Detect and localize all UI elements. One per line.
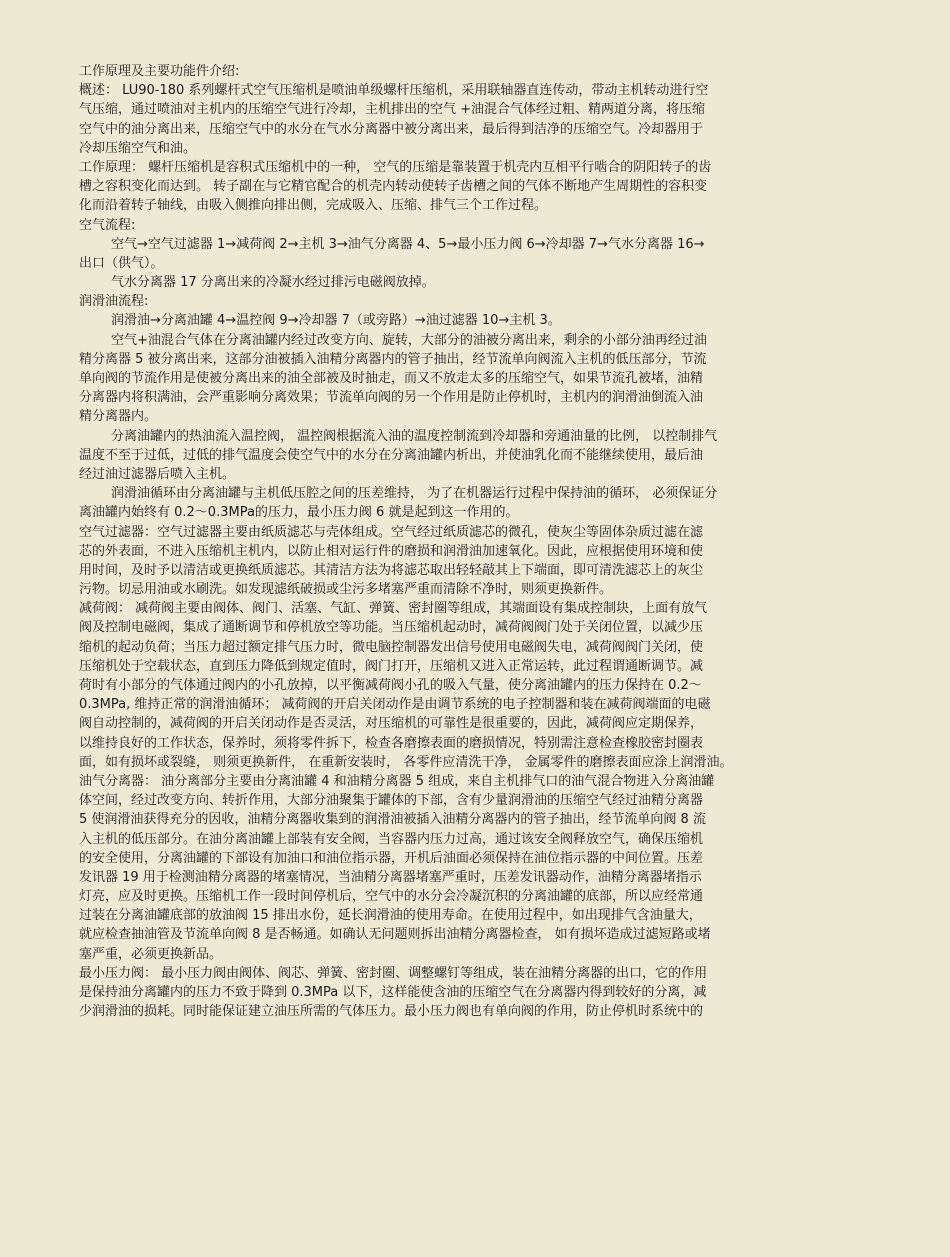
text-line: 分离器内将积满油，会严重影响分离效果；节流单向阀的另一个作用是防止停机时，主机内的润滑油倒流入油 xyxy=(79,390,704,406)
text-line: 精分离器 5 被分离出来，这部分油被插入油精分离器内的管子抽出，经节流单向阀流入主机的低压部分，节流 xyxy=(79,351,707,367)
text-line: 压缩机处于空载状态，直到压力降低到规定值时，阀门打开，压缩机又进入正常运转，此过程谓通断调节。减 xyxy=(79,658,704,674)
text-line: 空气+油混合气体在分离油罐内经过改变方向、旋转，大部分的油被分离出来，剩余的小部分油再经过油 xyxy=(111,332,707,348)
text-line: 的安全使用，分离油罐的下部设有加油口和油位指示器，开机后油面必须保持在油位指示器的中间位置。压差 xyxy=(79,850,704,866)
text-line: 0.3MPa, 维持正常的润滑油循环； 减荷阀的开启关闭动作是由调节系统的电子控制器和装在减荷阀端面的电磁 xyxy=(79,697,711,713)
text-line: 油气分离器： 油分离部分主要由分离油罐 4 和油精分离器 5 组成，来自主机排气口的油气混合物进入分离油罐 xyxy=(79,773,715,789)
text-line: 灯亮，应及时更换。压缩机工作一段时间停机后，空气中的水分会冷凝沉积的分离油罐的底部，所以应经常通 xyxy=(79,889,704,905)
text-line: 最小压力阀： 最小压力阀由阀体、阀芯、弹簧、密封圈、调整螺钉等组成，装在油精分离器的出口，它的作用 xyxy=(79,965,708,981)
text-line: 荷时有小部分的气体通过阀内的小孔放掉，以平衡减荷阀小孔的吸入气量，使分离油罐内的压力保持在 0.2～ xyxy=(79,678,702,693)
text-line: 出口（供气）。 xyxy=(79,255,164,271)
text-line: 气水分离器 17 分离出来的冷凝水经过排污电磁阀放掉。 xyxy=(111,275,435,291)
text-line: 润滑油循环由分离油罐与主机低压腔之间的压差维持， 为了在机器运行过程中保持油的循环， 必须保证分 xyxy=(111,486,718,502)
text-line: 化而沿着转子轴线，由吸入侧推向排出侧，完成吸入、压缩、排气三个工作过程。 xyxy=(79,198,548,214)
text-line: 单向阀的节流作用是使被分离出来的油全部被及时抽走，而又不放走太多的压缩空气，如果节流孔被堵，油精 xyxy=(79,371,704,386)
text-line: 面，如有损坏或裂缝， 则须更换新件， 在重新安装时， 各零件应清洗干净， 金属零件的磨擦表面应涂上润滑油。 xyxy=(79,754,733,770)
text-line: 温度不至于过低，过低的排气温度会使空气中的水分在分离油罐内析出，并使油乳化而不能继续使用，最后油 xyxy=(79,447,704,463)
text-line: 分离油罐内的热油流入温控阀， 温控阀根据流入油的温度控制流到冷却器和旁通油量的比例， 以控制排气 xyxy=(111,428,718,444)
text-line: 是保持油分离罐内的压力不致于降到 0.3MPa 以下，这样能使含油的压缩空气在分离器内得到较好的分离，减 xyxy=(79,985,707,1000)
text-line: 空气过滤器：空气过滤器主要由纸质滤芯与壳体组成。空气经过纸质滤芯的微孔，使灰尘等固体杂质过滤在滤 xyxy=(79,524,704,540)
text-line: 污物。切忌用油或水刷洗。如发现滤纸破损或尘污多堵塞严重而清除不净时，则须更换新件。 xyxy=(79,582,613,598)
text-line: 离油罐内始终有 0.2～0.3MPa的压力，最小压力阀 6 就是起到这一作用的。 xyxy=(79,505,519,521)
text-line: 空气流程: xyxy=(79,217,136,233)
text-line: 空气→空气过滤器 1→减荷阀 2→主机 3→油气分离器 4、5→最小压力阀 6→冷却器 7→气水分离器 16→ xyxy=(111,236,705,252)
text-line: 少润滑油的损耗。同时能保证建立油压所需的气体压力。最小压力阀也有单向阀的作用，防止停机时系统中的 xyxy=(79,1004,704,1020)
text-line: 阀及控制电磁阀，集成了通断调节和停机放空等功能。当压缩机起动时，减荷阀阀门处于关闭位置，以减少压 xyxy=(79,620,704,636)
text-line: 过装在分离油罐底部的放油阀 15 排出水份，延长润滑油的使用寿命。在使用过程中，如出现排气含油量大， xyxy=(79,908,702,924)
text-line: 槽之容积变化而达到。 转子副在与它精官配合的机壳内转动使转子齿槽之间的气体不断地产生周期性的容积变 xyxy=(79,179,708,195)
text-line: 空气中的油分离出来，压缩空气中的水分在气水分离器中被分离出来，最后得到洁净的压缩空气。冷却器用于 xyxy=(79,121,704,137)
text-line: 冷却压缩空气和油。 xyxy=(79,140,197,156)
text-line: 经过油过滤器后喷入主机。 xyxy=(79,466,236,482)
text-line: 体空间，经过改变方向、转折作用，大部分油聚集于罐体的下部，含有少量润滑油的压缩空气经过油精分离器 xyxy=(79,793,704,809)
text-line: 精分离器内。 xyxy=(79,409,158,425)
text-line: 发讯器 19 用于检测油精分离器的堵塞情况，当油精分离器堵塞严重时，压差发讯器动作，油精分离器堵指示 xyxy=(79,869,702,885)
text-line: 就应检查抽油管及节流单向阀 8 是否畅通。如确认无问题则拆出油精分离器检查， 如有损坏造成过滤短路或堵 xyxy=(79,927,711,943)
text-line: 润滑油流程: xyxy=(79,294,149,310)
text-line: 工作原理： 螺杆压缩机是容积式压缩机中的一种， 空气的压缩是靠装置于机壳内互相平行啮合的阴阳转子的齿 xyxy=(79,159,712,175)
text-line: 工作原理及主要功能件介绍: xyxy=(79,64,240,79)
text-line: 以维持良好的工作状态，保养时，须将零件拆下，检查各磨擦表面的磨损情况，特别需注意检查橡胶密封圈表 xyxy=(79,735,704,751)
text-line: 润滑油→分离油罐 4→温控阀 9→冷却器 7（或旁路）→油过滤器 10→主机 3。 xyxy=(111,313,561,329)
text-line: 用时间，及时予以清洁或更换纸质滤芯。其清洁方法为将滤芯取出轻轻敲其上下端面，即可清洗滤芯上的灰尘 xyxy=(79,562,704,578)
document-body xyxy=(79,62,874,1021)
text-line: 芯的外表面，不进入压缩机主机内，以防止相对运行件的磨损和润滑油加速氧化。因此，应根据使用环境和使 xyxy=(79,543,704,559)
text-line: 入主机的低压部分。在油分离油罐上部装有安全阀，当容器内压力过高，通过该安全阀释放空气，确保压缩机 xyxy=(79,831,704,847)
text-line: 塞严重，必须更换新品。 xyxy=(79,946,223,962)
text-line: 气压缩，通过喷油对主机内的压缩空气进行冷却，主机排出的空气 +油混合气体经过粗、精两道分离，将压缩 xyxy=(79,102,706,118)
text-line: 减荷阀： 减荷阀主要由阀体、阀门、活塞、气缸、弹簧、密封圈等组成，其端面设有集成控制块，上面有放气 xyxy=(79,601,708,617)
text-line: 阀自动控制的，减荷阀的开启关闭动作是否灵活，对压缩机的可靠性是很重要的，因此，减荷阀应定期保养， xyxy=(79,716,704,732)
text-line: 缩机的起动负荷；当压力超过额定排气压力时，微电脑控制器发出信号使用电磁阀失电，减荷阀阀门关闭，使 xyxy=(79,639,704,655)
text-line: 5 使润滑油获得充分的因收，油精分离器收集到的润滑油被插入油精分离器内的管子抽出，经节流单向阀 8 流 xyxy=(79,812,706,828)
text-line: 概述： LU90-180 系列螺杆式空气压缩机是喷油单级螺杆压缩机，采用联轴器直连传动，带动主机转动进行空 xyxy=(79,83,709,99)
